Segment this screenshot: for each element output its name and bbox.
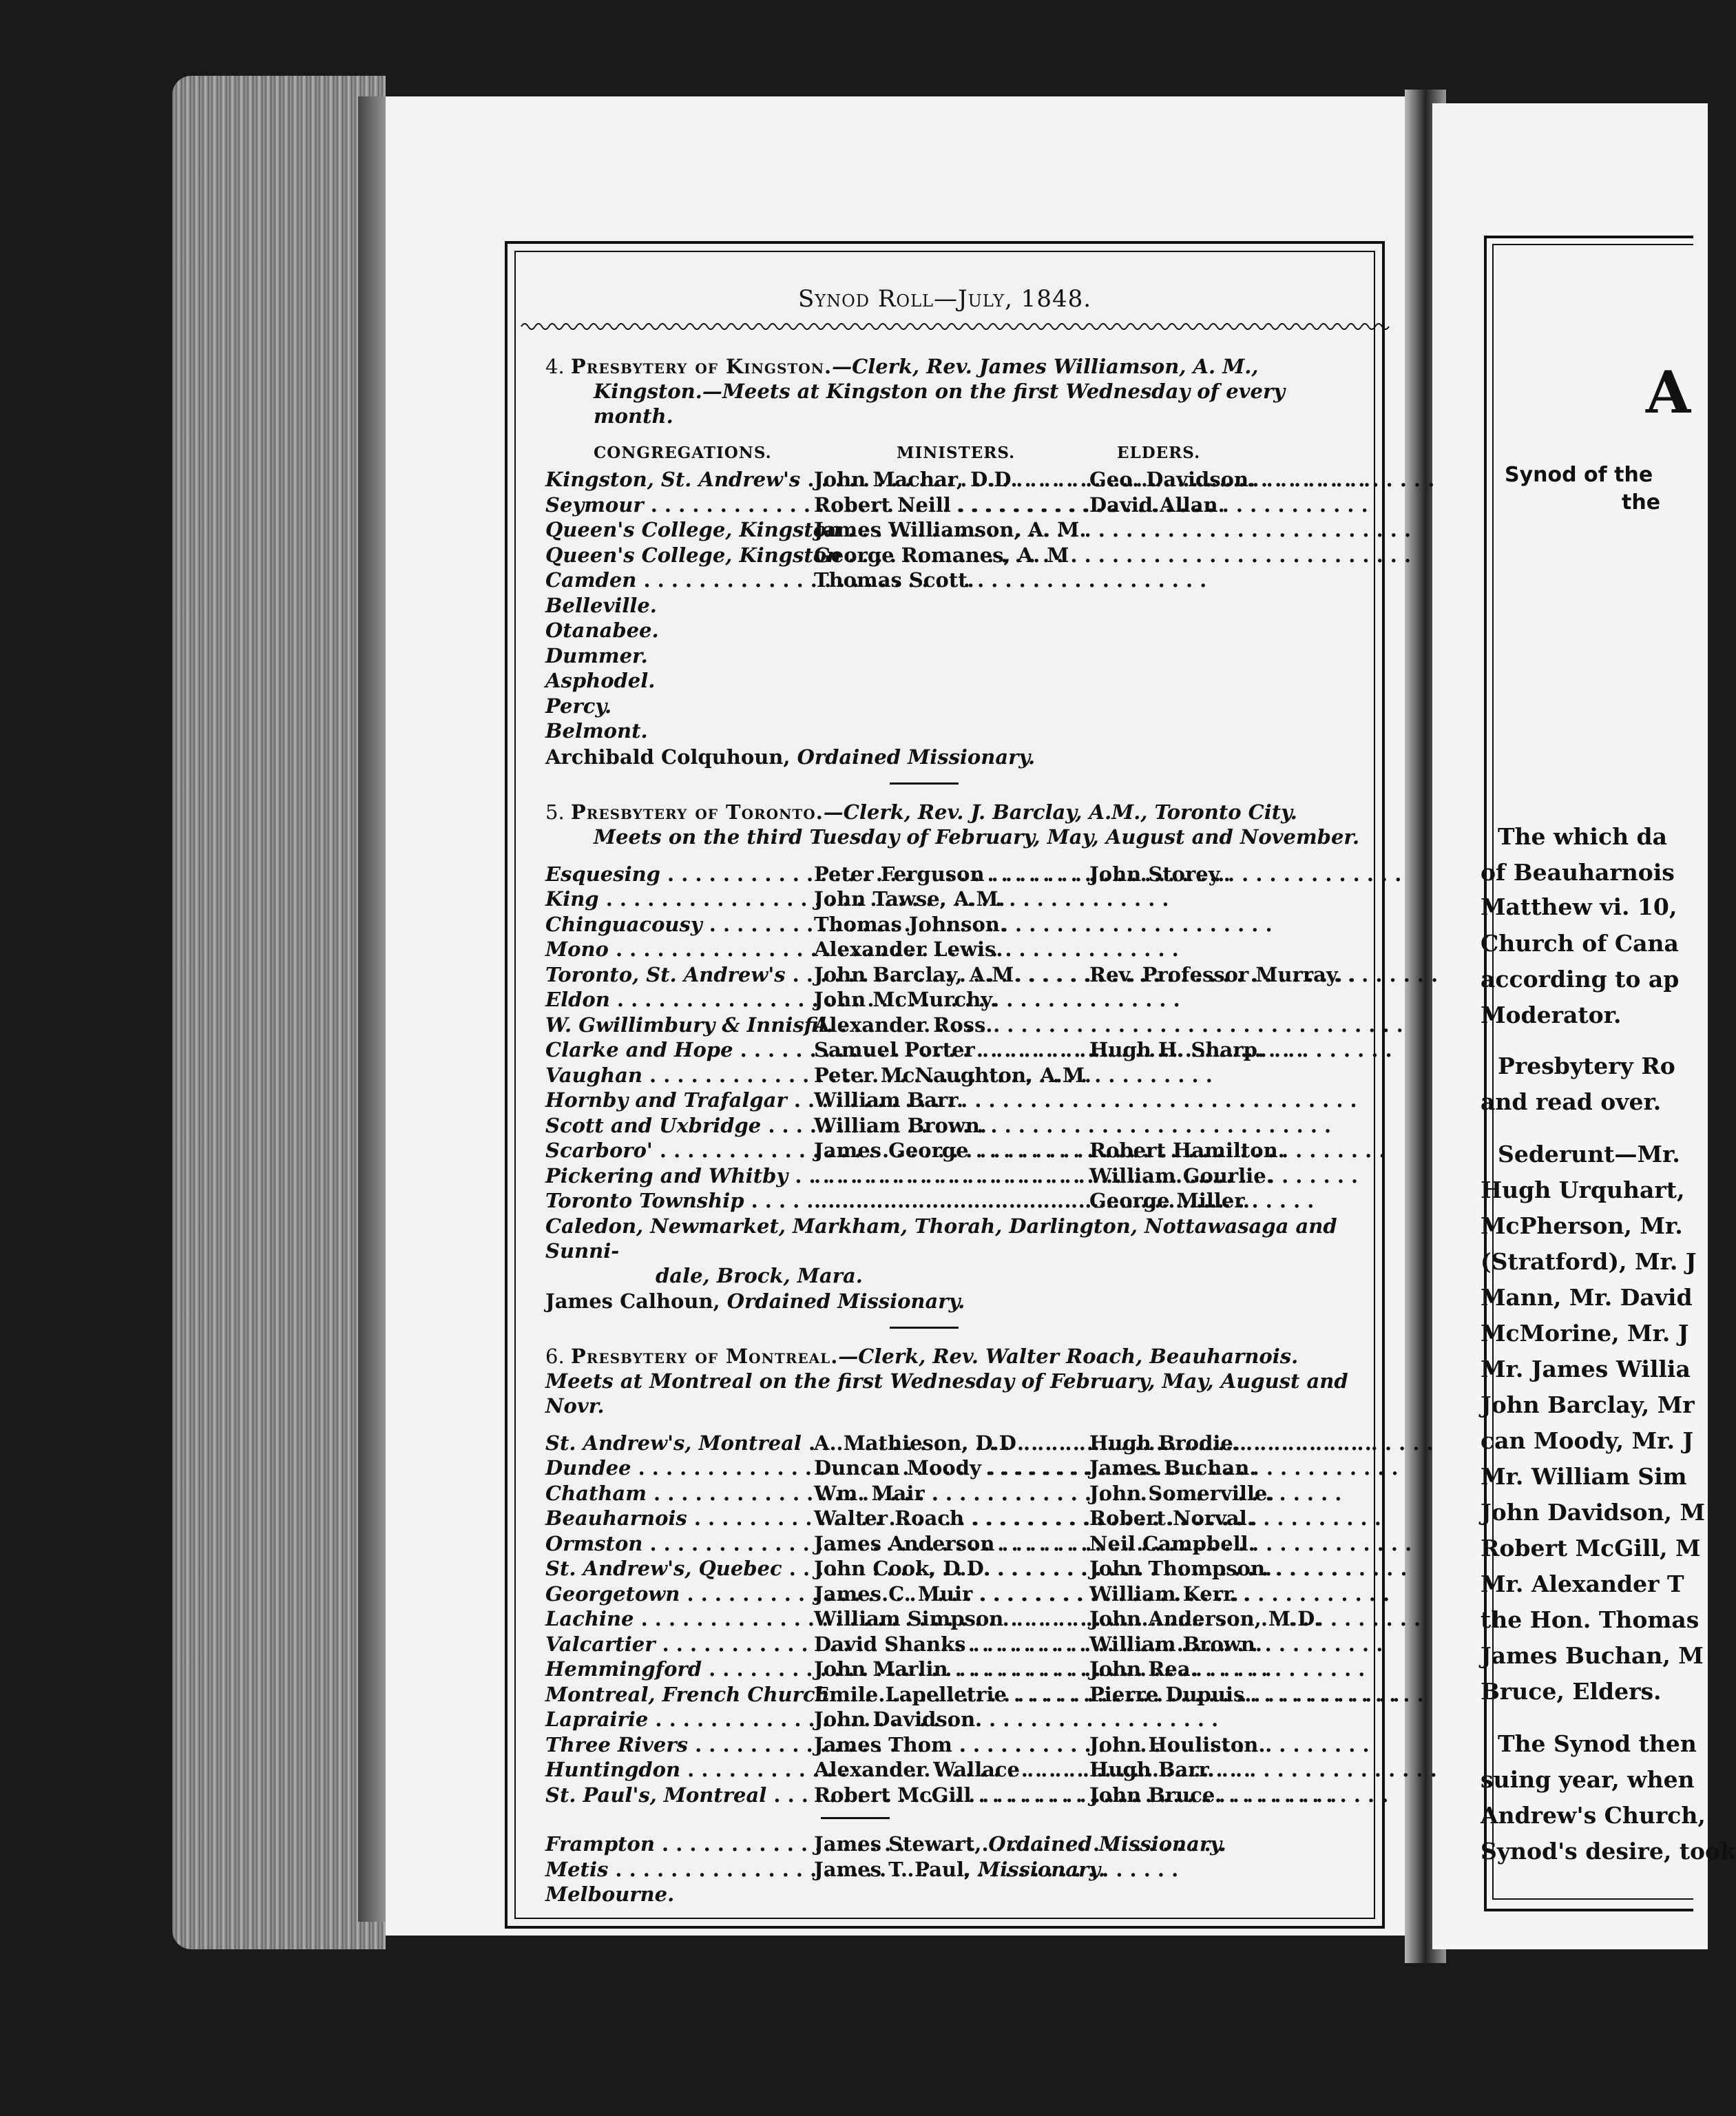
congregation: W. Gwillimbury & Innisfil. . . . <box>545 1013 814 1038</box>
roll-row <box>545 1632 1361 1657</box>
roll-row <box>545 886 1361 912</box>
right-page-line: can Moody, Mr. J <box>1481 1427 1694 1454</box>
right-page-initial: A <box>1646 358 1691 426</box>
minister: John McMurchy. <box>814 988 997 1011</box>
minister: William Simpson . . . <box>814 1606 1089 1632</box>
roll-row <box>545 543 1361 568</box>
roll-row <box>545 643 1361 669</box>
presbytery-name: Presbytery of Montreal. <box>570 1344 839 1368</box>
roll-row <box>545 568 1361 593</box>
section-number: 5. <box>545 800 565 824</box>
elder: Pierre Dupuis. <box>1089 1682 1252 1706</box>
congregation: St. Andrew's, Quebec . . . <box>545 1556 814 1581</box>
vacant-line-2: dale, Brock, Mara. <box>656 1263 863 1287</box>
toronto-roll <box>545 862 1361 1214</box>
congregation: Melbourne. <box>545 1882 675 1906</box>
section-number: 4. <box>545 355 565 378</box>
congregation: Dundee . . . <box>545 1455 814 1481</box>
elder: John Anderson, M.D. <box>1089 1607 1321 1630</box>
congregation: Georgetown . . . <box>545 1581 814 1607</box>
clerk-info: —Clerk, Rev. Walter Roach, Beauharnois. <box>838 1344 1299 1368</box>
congregation: Hornby and Trafalgar . . . <box>545 1088 814 1113</box>
section-number: 6. <box>545 1344 565 1368</box>
congregation: Montreal, French Church . . . <box>545 1682 814 1708</box>
running-head: Synod Roll—July, 1848. <box>797 285 1092 313</box>
roll-row <box>545 1163 1361 1189</box>
congregation: Metis . . . <box>545 1857 814 1882</box>
roll-row <box>545 517 1361 543</box>
toronto-missionary <box>545 1288 1361 1314</box>
right-page-line: Robert McGill, M <box>1481 1535 1701 1562</box>
right-page-line: John Barclay, Mr <box>1481 1391 1695 1418</box>
right-page-line: The which da <box>1498 823 1668 850</box>
roll-row <box>545 1037 1361 1063</box>
roll-row <box>545 1757 1361 1783</box>
congregation: Chinguacousy . . . <box>545 912 814 937</box>
minister: James Stewart, <box>814 1832 982 1856</box>
congregation: Clarke and Hope . . . <box>545 1037 814 1063</box>
roll-row <box>545 987 1361 1013</box>
roll-row <box>545 1581 1361 1607</box>
roll-row <box>545 1556 1361 1581</box>
wavy-rule <box>521 320 1368 333</box>
congregation: Huntingdon . . . <box>545 1757 814 1783</box>
congregation: Otanabee. <box>545 619 659 642</box>
minister: Thomas Johnson. <box>814 912 1007 936</box>
roll-row <box>545 718 1361 744</box>
minister: John Cook, D.D. . . . <box>814 1556 1089 1581</box>
ministers-header: MINISTERS. <box>897 444 1016 462</box>
section-divider <box>890 782 959 785</box>
missionary-name: James Calhoun, <box>545 1289 720 1313</box>
roll-row <box>545 1113 1361 1139</box>
elder: John Houliston. <box>1089 1732 1266 1756</box>
section-divider <box>821 1817 890 1819</box>
roll-content <box>545 354 1361 1907</box>
right-page-line: Hugh Urquhart, <box>1481 1176 1685 1203</box>
minister: Robert Neill . . . <box>814 492 1089 518</box>
toronto-heading <box>545 800 1361 849</box>
congregation: Camden . . . <box>545 568 814 593</box>
minister: William Barr. <box>814 1088 963 1112</box>
congregation: Queen's College, Kingston . . . <box>545 517 814 543</box>
minister <box>814 1163 1089 1189</box>
minister: Peter Ferguson . . . <box>814 862 1089 887</box>
section-divider <box>890 1327 959 1329</box>
right-page-line: (Stratford), Mr. J <box>1481 1248 1697 1275</box>
right-page-line: The Synod then <box>1498 1730 1697 1757</box>
elder: Hugh H. Sharp. <box>1089 1038 1265 1061</box>
elder: David Allan. <box>1089 492 1225 517</box>
right-page-line: Bruce, Elders. <box>1481 1678 1662 1705</box>
right-page-line: Mr. James Willia <box>1481 1356 1691 1382</box>
elder: Geo. Davidson. <box>1089 468 1256 491</box>
roll-row <box>545 618 1361 643</box>
roll-row <box>545 1606 1361 1632</box>
roll-row <box>545 937 1361 962</box>
congregation: Toronto, St. Andrew's . . . <box>545 962 814 988</box>
minister: James Williamson, A. M. <box>814 518 1087 541</box>
roll-row <box>545 1481 1361 1506</box>
minister: John Barclay, A.M. . . . <box>814 962 1089 988</box>
right-page-line: according to ap <box>1481 966 1680 993</box>
congregation: Scott and Uxbridge . . . <box>545 1113 814 1139</box>
minister: Peter McNaughton, A.M. <box>814 1063 1092 1087</box>
right-page-line: Mann, Mr. David <box>1481 1284 1693 1311</box>
right-page-line: Synod's desire, took <box>1481 1838 1736 1865</box>
congregation: Esquesing . . . <box>545 862 814 887</box>
roll-row <box>545 1682 1361 1708</box>
elder: William Kerr. <box>1089 1581 1239 1606</box>
roll-row <box>545 668 1361 694</box>
roll-row <box>545 1531 1361 1557</box>
kingston-roll <box>545 467 1361 744</box>
missionary-name: Archibald Colquhoun, <box>545 745 791 769</box>
roll-row <box>545 1138 1361 1163</box>
congregation: Dummer. <box>545 643 648 667</box>
congregation: Belleville. <box>545 593 657 617</box>
minister: John Davidson. <box>814 1708 983 1731</box>
elder: Neil Campbell. <box>1089 1531 1255 1555</box>
congregation: Toronto Township . . . <box>545 1188 814 1214</box>
congregation: King . . . <box>545 886 814 912</box>
congregation: Seymour . . . <box>545 492 814 518</box>
meeting-info: Kingston.—Meets at Kingston on the first Wednesday of every month. <box>594 380 1286 428</box>
right-page-heading-2: the <box>1622 490 1661 515</box>
minister: Alexander Ross. <box>814 1013 993 1037</box>
elder: William Gourlie. <box>1089 1163 1273 1187</box>
kingston-heading <box>545 354 1361 428</box>
right-page-line: and read over. <box>1481 1088 1662 1115</box>
minister: George Romanes, A. M <box>814 543 1069 567</box>
congregation: St. Paul's, Montreal . . . <box>545 1783 814 1808</box>
roll-row <box>545 1832 1361 1857</box>
minister: Wm. Mair . . . <box>814 1481 1089 1506</box>
clerk-info: —Clerk, Rev. James Williamson, A. M., <box>832 355 1259 378</box>
elder: Rev. Professor Murray. <box>1089 962 1343 986</box>
elder: Hugh Barr. <box>1089 1758 1215 1781</box>
congregation: Ormston . . . <box>545 1531 814 1557</box>
congregation: Pickering and Whitby . . . <box>545 1163 814 1189</box>
elder: James Buchan. <box>1089 1456 1257 1480</box>
minister: Walter Roach . . . <box>814 1506 1089 1531</box>
roll-row <box>545 593 1361 619</box>
right-page-line: McPherson, Mr. <box>1481 1212 1683 1239</box>
congregation: Asphodel. <box>545 669 656 692</box>
congregation: Vaughan . . . <box>545 1063 814 1088</box>
minister: Duncan Moody . . . <box>814 1455 1089 1481</box>
minister: A. Mathieson, D.D . . . <box>814 1431 1089 1456</box>
elder: Hugh Brodie. <box>1089 1431 1240 1455</box>
roll-row <box>545 1455 1361 1481</box>
roll-row <box>545 1732 1361 1758</box>
roll-row <box>545 912 1361 937</box>
missionary-role: Ordained Missionary. <box>797 745 1036 769</box>
book-page-edges <box>172 76 386 1949</box>
vacant-line-1: Caledon, Newmarket, Markham, Thorah, Darlington, Nottawasaga and Sunni- <box>545 1214 1337 1263</box>
minister: John Marlin . . . <box>814 1657 1089 1682</box>
elders-header: ELDERS. <box>1117 444 1201 462</box>
roll-row <box>545 1882 1361 1907</box>
congregation: Lachine . . . <box>545 1606 814 1632</box>
missionary-role: Missionary. <box>978 1857 1106 1881</box>
missionary-role: Ordained Missionary. <box>988 1832 1226 1856</box>
right-page-line: the Hon. Thomas <box>1481 1606 1700 1633</box>
minister: James Anderson . . . <box>814 1531 1089 1557</box>
minister: John Tawse, A.M. <box>814 887 1005 911</box>
elder: George Miller. <box>1089 1189 1250 1212</box>
right-page-line: McMorine, Mr. J <box>1481 1320 1689 1347</box>
column-headers <box>545 441 1361 466</box>
right-page-line: Matthew vi. 10, <box>1481 893 1677 920</box>
congregation: Mono . . . <box>545 937 814 962</box>
minister <box>814 1188 1089 1214</box>
kingston-missionary <box>545 744 1361 770</box>
minister: James T. Paul, <box>814 1857 972 1881</box>
roll-row <box>545 1188 1361 1214</box>
minister: Emile Lapelletrie . . . <box>814 1682 1089 1708</box>
montreal-missionary-roll <box>545 1832 1361 1907</box>
minister: William Brown. <box>814 1113 987 1137</box>
missionary-role: Ordained Missionary. <box>726 1289 965 1313</box>
right-page-line: Presbytery Ro <box>1498 1052 1675 1079</box>
presbytery-name: Presbytery of Toronto. <box>570 800 824 824</box>
minister: Alexander Lewis. <box>814 937 1003 961</box>
minister: David Shanks . . . <box>814 1632 1089 1657</box>
congregation: Beauharnois . . . <box>545 1506 814 1531</box>
congregation: St. Andrew's, Montreal . . . <box>545 1431 814 1456</box>
congregation: Kingston, St. Andrew's . . . <box>545 467 814 492</box>
synod-roll-frame <box>505 241 1385 1929</box>
minister: Thomas Scott. <box>814 568 974 592</box>
right-page-line: Andrew's Church, <box>1481 1802 1706 1829</box>
right-page-line: John Davidson, M <box>1481 1499 1705 1526</box>
right-page-line: of Beauharnois <box>1481 859 1675 886</box>
minister: Alexander Wallace . . . <box>814 1757 1089 1783</box>
congregation: Frampton . . . <box>545 1832 814 1857</box>
elder: John Storey. <box>1089 862 1225 886</box>
roll-row <box>545 1088 1361 1113</box>
roll-row <box>545 492 1361 518</box>
roll-row <box>545 1431 1361 1456</box>
montreal-roll <box>545 1431 1361 1808</box>
right-page-line: Mr. William Sim <box>1481 1463 1687 1490</box>
congregation: Queen's College, Kingston . . . <box>545 543 814 568</box>
roll-row <box>545 1657 1361 1682</box>
elder: William Brown. <box>1089 1632 1262 1656</box>
meeting-info: Meets on the third Tuesday of February, May, August and November. <box>594 824 1360 849</box>
roll-row <box>545 1857 1361 1882</box>
right-page-line: Church of Cana <box>1481 930 1679 957</box>
congregation: Eldon . . . <box>545 987 814 1013</box>
meeting-info: Meets at Montreal on the first Wednesday of February, May, August and Novr. <box>545 1369 1348 1418</box>
right-page-line: Mr. Alexander T <box>1481 1570 1684 1597</box>
elder: Robert Hamilton. <box>1089 1139 1285 1162</box>
roll-row <box>545 467 1361 492</box>
right-page-line: Sederunt—Mr. <box>1498 1141 1680 1168</box>
minister: John Machar, D.D. . . . <box>814 467 1089 492</box>
congregation: Scarboro' . . . <box>545 1138 814 1163</box>
congregation: Percy. <box>545 694 612 718</box>
roll-row <box>545 962 1361 988</box>
minister: Samuel Porter . . . <box>814 1037 1089 1063</box>
minister: Robert McGill . . . <box>814 1783 1089 1808</box>
elder: John Rea. <box>1089 1657 1198 1681</box>
congregations-header: CONGREGATIONS. <box>594 444 772 462</box>
elder: John Bruce. <box>1089 1783 1222 1807</box>
congregation: Hemmingford . . . <box>545 1657 814 1682</box>
roll-row <box>545 1506 1361 1531</box>
elder: John Somerville. <box>1089 1481 1275 1505</box>
roll-row <box>545 1063 1361 1088</box>
congregation: Chatham . . . <box>545 1481 814 1506</box>
montreal-heading <box>545 1344 1361 1418</box>
minister: James George . . . <box>814 1138 1089 1163</box>
congregation: Belmont. <box>545 719 648 743</box>
right-page-line: suing year, when <box>1481 1766 1695 1793</box>
congregation: Valcartier . . . <box>545 1632 814 1657</box>
roll-row <box>545 862 1361 887</box>
clerk-info: —Clerk, Rev. J. Barclay, A.M., Toronto City. <box>823 800 1297 824</box>
right-page-line: James Buchan, M <box>1481 1642 1704 1669</box>
elder: John Thompson. <box>1089 1557 1273 1580</box>
elder: Robert Norval. <box>1089 1506 1254 1530</box>
presbytery-name: Presbytery of Kingston. <box>570 355 833 378</box>
roll-row <box>545 1013 1361 1038</box>
roll-row <box>545 694 1361 719</box>
congregation: Three Rivers . . . <box>545 1732 814 1758</box>
roll-row <box>545 1707 1361 1732</box>
right-page-heading-1: Synod of the <box>1505 463 1653 487</box>
vacant-congregations <box>545 1214 1361 1288</box>
right-page-line: Moderator. <box>1481 1002 1622 1028</box>
congregation: Laprairie . . . <box>545 1707 814 1732</box>
roll-row <box>545 1783 1361 1808</box>
minister: James C. Muir . . . <box>814 1581 1089 1607</box>
minister: James Thom . . . <box>814 1732 1089 1758</box>
